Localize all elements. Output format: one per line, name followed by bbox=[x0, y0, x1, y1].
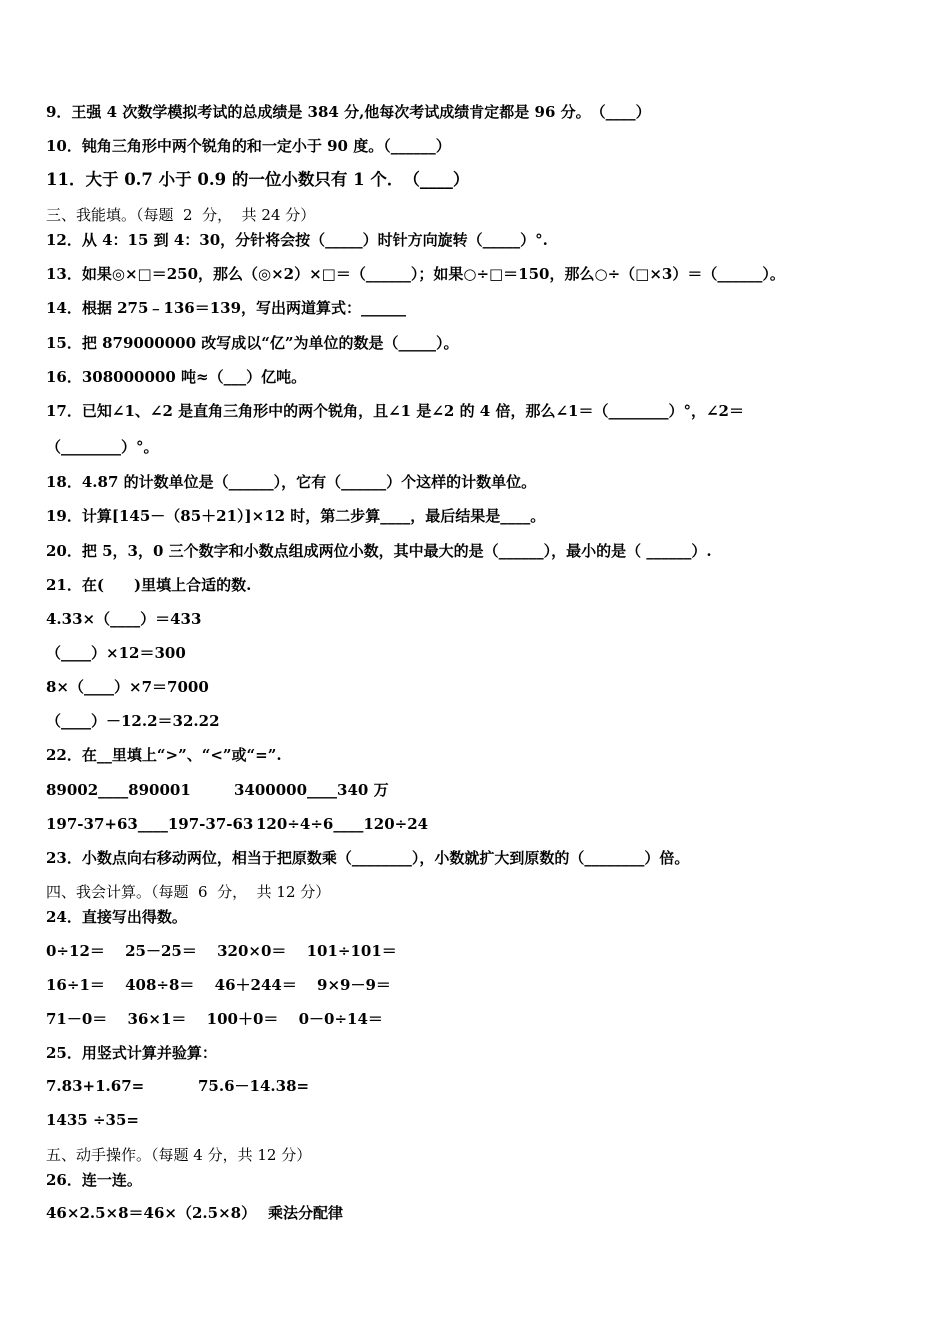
question-19: 19．计算[145－（85＋21）]×12 时，第二步算____，最后结果是____。 bbox=[46, 507, 546, 525]
question-24-row-2: 16÷1＝ 408÷8＝ 46＋244＝ 9×9－9＝ bbox=[46, 976, 391, 994]
question-20: 20．把 5，3，0 三个数字和小数点组成两位小数，其中最大的是（______），最小的是（ ______）. bbox=[46, 542, 712, 560]
question-26: 26．连一连。 bbox=[46, 1171, 142, 1189]
question-9: 9．王强 4 次数学模拟考试的总成绩是 384 分,他每次考试成绩肯定都是 96 分。 （____） bbox=[46, 103, 651, 121]
section-4-heading: 四、我会计算。（每题 6 分， 共 12 分） bbox=[46, 883, 331, 901]
question-14: 14．根据 275﹣136＝139，写出两道算式：______ bbox=[46, 299, 407, 317]
question-22-item-a: 89002____890001 bbox=[46, 781, 191, 799]
question-21-item-a: 4.33×（____）＝433 bbox=[46, 610, 202, 628]
question-22: 22．在__里填上“>”、“<”或“=”. bbox=[46, 746, 282, 764]
question-17-line-1: 17．已知∠1、∠2 是直角三角形中的两个锐角，且∠1 是∠2 的 4 倍，那么∠1＝（________）°，∠2＝ bbox=[46, 402, 744, 420]
question-22-item-d: 120÷4÷6____120÷24 bbox=[256, 815, 429, 833]
question-22-item-c: 197-37+63____197-37-63 bbox=[46, 815, 254, 833]
question-21-item-b: （____）×12＝300 bbox=[46, 644, 186, 662]
question-18: 18．4.87 的计数单位是（______），它有（______）个这样的计数单位。 bbox=[46, 473, 537, 491]
question-15: 15．把 879000000 改写成以“亿”为单位的数是（_____）。 bbox=[46, 334, 459, 352]
question-25-item-a: 7.83+1.67= bbox=[46, 1077, 145, 1095]
section-3-heading: 三、我能填。（每题 2 分， 共 24 分） bbox=[46, 206, 316, 224]
question-25-item-c: 1435 ÷35= bbox=[46, 1111, 139, 1129]
question-25: 25．用竖式计算并验算： bbox=[46, 1044, 217, 1062]
question-13: 13．如果◎×□＝250，那么（◎×2）×□＝（______）；如果○÷□＝150，那么○÷（□×3）＝（______）。 bbox=[46, 265, 785, 283]
question-24: 24．直接写出得数。 bbox=[46, 908, 187, 926]
question-26-right-item: 乘法分配律 bbox=[268, 1204, 344, 1222]
question-16: 16．308000000 吨≈（___）亿吨。 bbox=[46, 368, 307, 386]
question-23: 23．小数点向右移动两位，相当于把原数乘（________），小数就扩大到原数的（________）倍。 bbox=[46, 849, 690, 867]
question-21: 21．在( )里填上合适的数. bbox=[46, 576, 252, 594]
question-24-row-3: 71－0＝ 36×1＝ 100＋0＝ 0－0÷14＝ bbox=[46, 1010, 383, 1028]
question-21-item-d: （____）－12.2＝32.22 bbox=[46, 712, 220, 730]
question-10: 10．钝角三角形中两个锐角的和一定小于 90 度。（______） bbox=[46, 137, 451, 155]
question-12: 12．从 4：15 到 4：30，分针将会按（_____）时针方向旋转（_____）°. bbox=[46, 231, 548, 249]
question-26-left-item: 46×2.5×8＝46×（2.5×8） bbox=[46, 1204, 257, 1222]
question-22-item-b: 3400000____340 万 bbox=[234, 781, 389, 799]
question-21-item-c: 8×（____）×7＝7000 bbox=[46, 678, 209, 696]
question-11: 11．大于 0.7 小于 0.9 的一位小数只有 1 个． （____） bbox=[46, 170, 470, 189]
question-25-item-b: 75.6－14.38= bbox=[198, 1077, 310, 1095]
question-17-line-2: （________）°。 bbox=[46, 438, 159, 456]
section-5-heading: 五、动手操作。（每题 4 分，共 12 分） bbox=[46, 1146, 312, 1164]
question-24-row-1: 0÷12＝ 25－25＝ 320×0＝ 101÷101＝ bbox=[46, 942, 397, 960]
